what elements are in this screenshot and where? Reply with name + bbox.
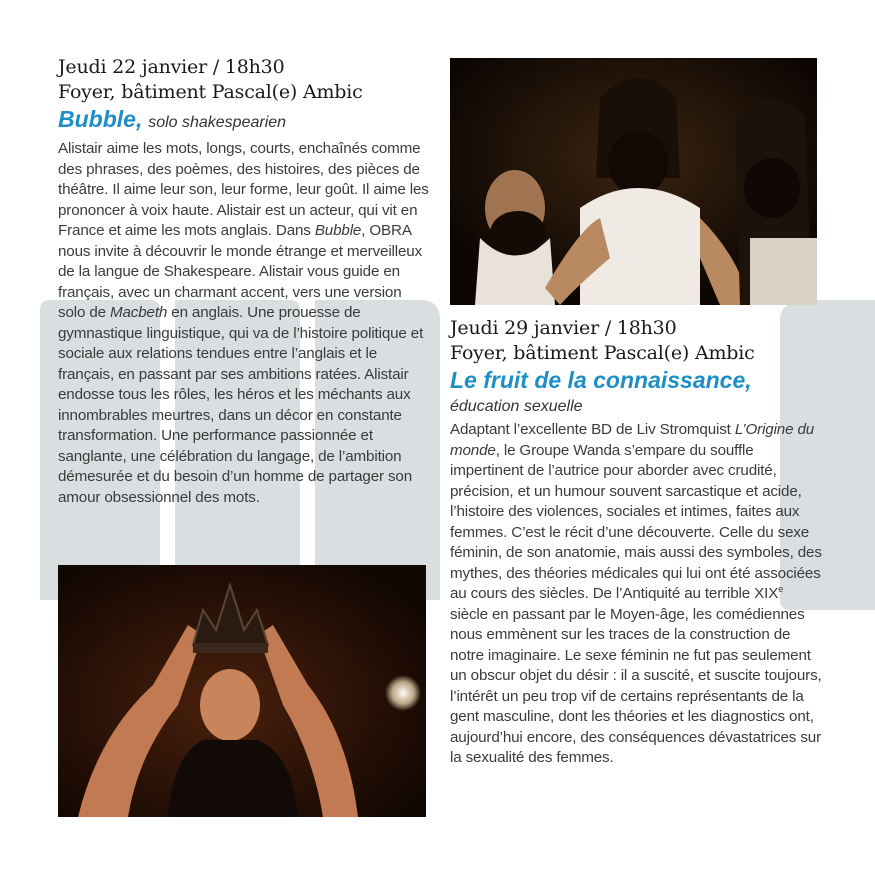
event-description — [58, 139, 430, 508]
description-text: , le Groupe Wanda s’empare du souffle impertinent de l’autrice pour aborder avec crudité, précision, et un humour souvent sarcastique et acide, l’histoire des violences, sociales et intimes, faites aux femmes. C’est le récit d’une découverte. Celle du sexe féminin, de son anatomie, mais aussi des symboles, des mythes, des théories médicales qui lui ont été associées au cours des siècles. De l’Antiquité au terrible XIX — [450, 441, 822, 602]
superscript: e — [778, 583, 784, 594]
event-title-line — [450, 366, 822, 396]
event-bubble — [58, 55, 430, 508]
event-venue: Foyer, bâtiment Pascal(e) Ambic — [450, 342, 755, 364]
event-subtitle: solo shakespearien — [148, 114, 287, 131]
description-text: en anglais. Une prouesse de gymnastique linguistique, qui va de l’histoire politique et sociale aux relations tendues entre l’anglais et le français, en passant par ses ambitions ratées. Alistair endosse tous les rôles, les héros et les méchants aux innombrables meurtres, dans un décor en constante transformation. Une performance passionnée et sanglante, une célébration du langage, de l’ambition démesurée et du besoin d’un homme de partager son amour obsessionnel des mots. — [58, 304, 424, 506]
description-emphasis: Macbeth — [110, 304, 168, 321]
event-title-line — [58, 105, 430, 137]
description-text: siècle en passant par le Moyen-âge, les comédiennes nous emmènent sur les traces de la construction de notre imaginaire. Le sexe féminin ne fut pas seulement un obscur objet du désir : il a suscité, et suscite toujours, l’intérêt un peu trop vif de certains représentants de la gent masculine, dont les théories et les diagnostics ont, aujourd’hui encore, des conséquences dévastatrices sur la sexualité des femmes. — [450, 605, 822, 766]
description-text: Alistair aime les mots, longs, courts, enchaînés comme des phrases, des poèmes, des histoires, des pièces de théâtre. Il aime leur son, leur forme, leur goût. Il aime les prononcer à voix haute. Alistair est un acteur, qui vit en France et aime les mots anglais. Dans — [58, 140, 429, 239]
event-date: Jeudi 29 janvier / 18h30 — [450, 317, 677, 339]
description-text: , OBRA nous invite à découvrir le monde étrange et merveilleux de la langue de Shakespeare. Alistair vous guide en français, avec un charmant accent, vers une version solo de — [58, 222, 423, 321]
photo-bearded-performers — [450, 58, 817, 305]
event-description — [450, 420, 822, 769]
event-date: Jeudi 22 janvier / 18h30 — [58, 56, 285, 78]
event-title: Le fruit de la connaissance, — [450, 367, 752, 393]
photo-actor-with-crown — [58, 565, 426, 817]
event-fruit-connaissance — [450, 316, 822, 769]
event-title: Bubble, — [58, 106, 143, 132]
description-text: Adaptant l’excellente BD de Liv Stromquist — [450, 421, 735, 438]
description-emphasis: Bubble — [314, 222, 362, 239]
event-subtitle: éducation sexuelle — [450, 398, 583, 415]
event-venue: Foyer, bâtiment Pascal(e) Ambic — [58, 81, 363, 103]
description-emphasis: L’Origine du monde — [450, 421, 815, 459]
